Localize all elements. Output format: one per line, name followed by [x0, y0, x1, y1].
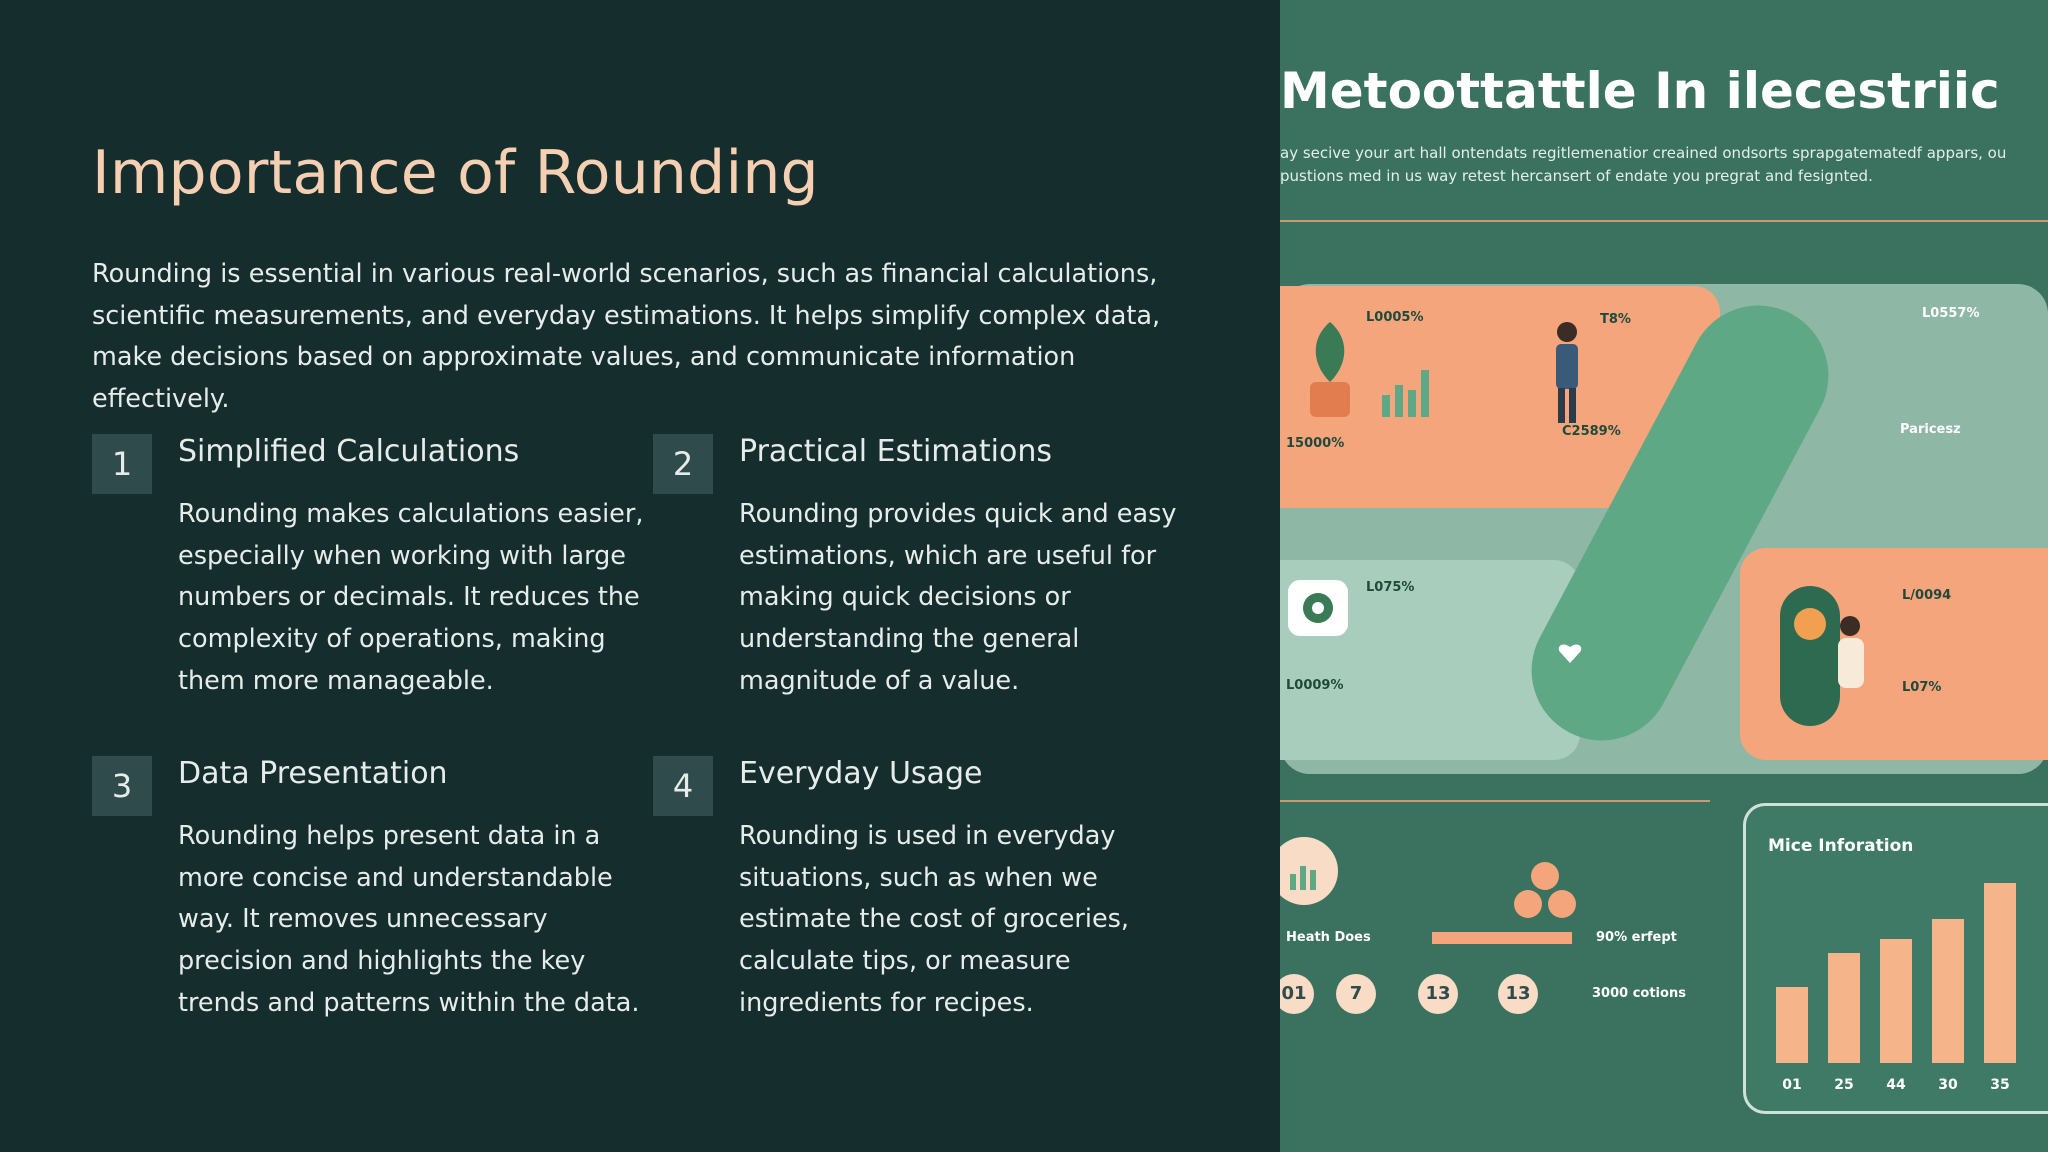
chart-bar [1984, 883, 2016, 1063]
card-body: Rounding provides quick and easy estimations, which are useful for making quick decisions or understanding the general magnitude of a value. [739, 499, 1177, 696]
chart-bar-label: 35 [1990, 1077, 2010, 1093]
stat-label: L0557% [1922, 306, 1980, 321]
chart-bar-label: 01 [1782, 1077, 1802, 1093]
intro-paragraph: Rounding is essential in various real-world scenarios, such as financial calculations, scientific measurements, and everyday estimations. It helps simplify complex data, make decisions based on approximate values, and communicate information effectively. [92, 259, 1161, 415]
heart-icon [1558, 642, 1582, 664]
card-number: 1 [92, 434, 152, 494]
chart-badge-icon [1280, 836, 1344, 906]
mini-chart-icon [1380, 360, 1440, 420]
chart-bar-label: 30 [1938, 1077, 1958, 1093]
illustration-subtitle: ay secive your art hall ontendats regitlemenatior creained ondsorts sprapgatematedf appars, ou pustions med in us way retest hercansert of endate you pregrat and fesignted. [1280, 144, 2007, 185]
progress-bar [1432, 932, 1572, 944]
chart-bar-label: 25 [1834, 1077, 1854, 1093]
stat-label: L0009% [1286, 678, 1344, 693]
progress-value: 90% erfept [1596, 930, 1677, 945]
card-number: 3 [92, 756, 152, 816]
chart-bar [1932, 919, 1964, 1063]
step-circle: 01 [1280, 974, 1314, 1014]
step-circle: 7 [1336, 974, 1376, 1014]
chart-bar-label: 44 [1886, 1077, 1906, 1093]
infographic-illustration [1280, 0, 2048, 1152]
stat-label: C2589% [1562, 424, 1621, 439]
chart-bar [1880, 939, 1912, 1063]
stat-label: L07% [1902, 680, 1942, 695]
stat-label: L0005% [1366, 310, 1424, 325]
bar-chart [1743, 803, 2048, 1114]
card-number: 2 [653, 434, 713, 494]
card-heading: Practical Estimations [739, 434, 1053, 469]
step-circle: 13 [1498, 974, 1538, 1014]
person-icon [1542, 318, 1592, 428]
card-number: 4 [653, 756, 713, 816]
step-circle: 13 [1418, 974, 1458, 1014]
chart-title: Mice Inforation [1768, 836, 1914, 856]
recycle-icon [1512, 860, 1578, 920]
card-heading: Everyday Usage [739, 756, 983, 791]
gear-icon [1288, 580, 1348, 636]
chart-bar [1776, 987, 1808, 1063]
card-body: Rounding helps present data in a more concise and understandable way. It removes unnecessary precision and highlights the key trends and patterns within the data. [178, 821, 640, 1018]
slide-title: Importance of Rounding [92, 138, 819, 208]
stat-label: 15000% [1286, 436, 1345, 451]
card-heading: Simplified Calculations [178, 434, 520, 469]
illustration-title: Metoottattle In ilecestriic [1280, 62, 2000, 120]
person-icon [1780, 586, 1880, 726]
divider [1280, 800, 1710, 802]
stat-label: L/0094 [1902, 588, 1952, 603]
card-body: Rounding is used in everyday situations, such as when we estimate the cost of groceries, calculate tips, or measure ingredients for recipes. [739, 821, 1130, 1018]
count-label: 3000 cotions [1592, 986, 1686, 1001]
progress-label: Heath Does [1286, 930, 1371, 945]
plant-icon [1300, 312, 1360, 422]
stat-label: T8% [1600, 312, 1631, 327]
chart-bar [1828, 953, 1860, 1063]
card-body: Rounding makes calculations easier, especially when working with large numbers or decimals. It reduces the complexity of operations, making them more manageable. [178, 499, 644, 696]
stat-label: Paricesz [1900, 422, 1961, 437]
divider [1280, 220, 2048, 222]
card-heading: Data Presentation [178, 756, 448, 791]
stat-label: L075% [1366, 580, 1415, 595]
